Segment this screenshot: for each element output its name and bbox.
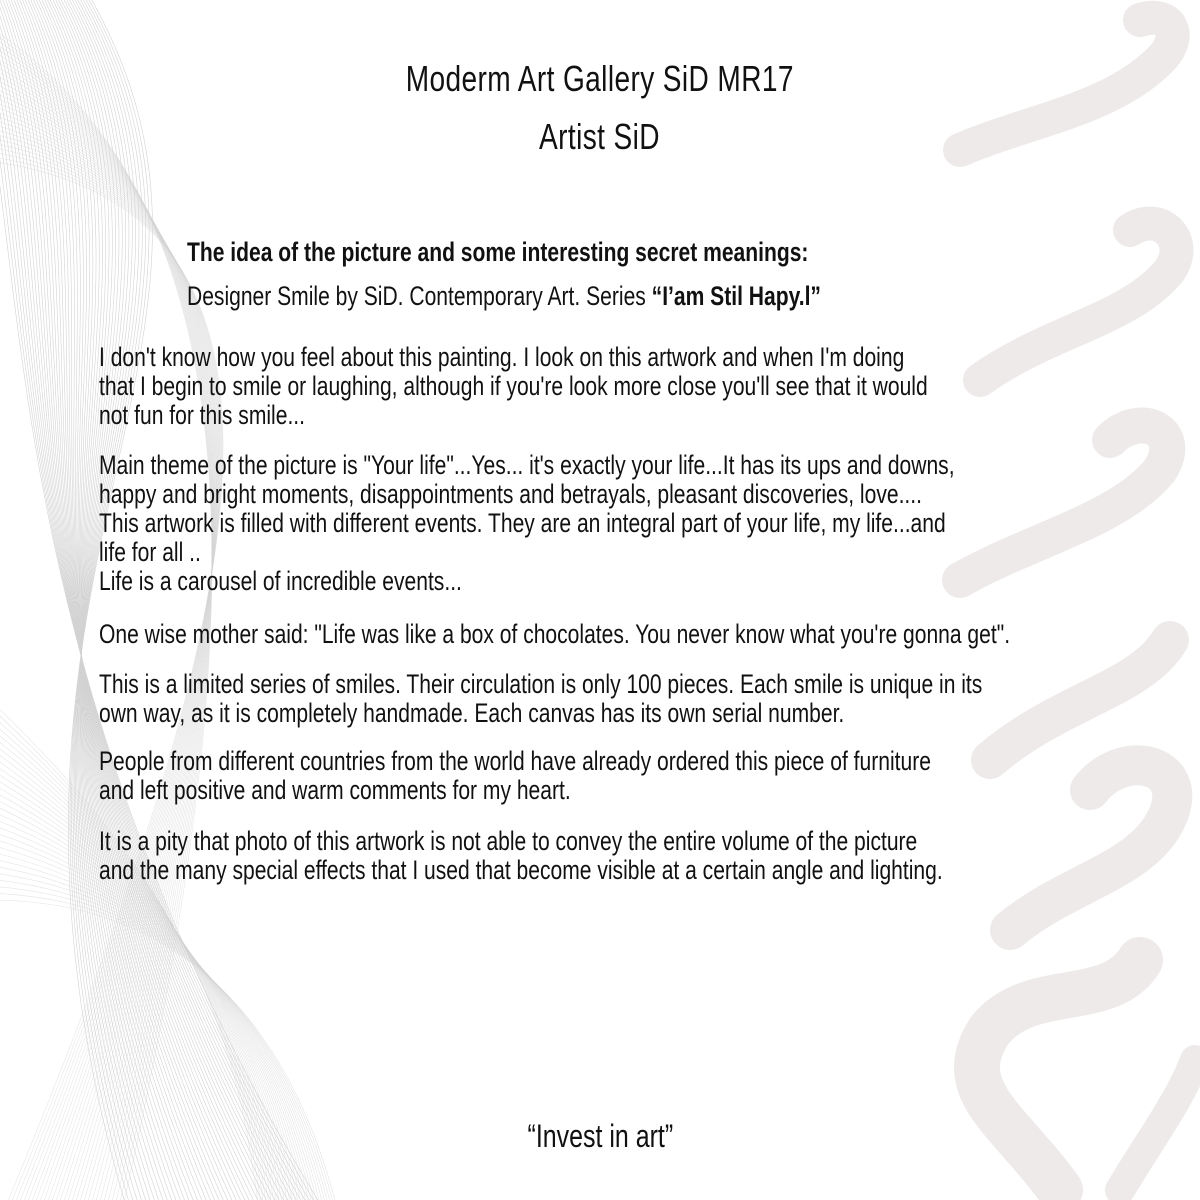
page-title	[0, 58, 1200, 100]
paragraph-5	[99, 747, 931, 805]
text-line: life for all ..	[99, 537, 201, 567]
text-line: This artwork is filled with different events. They are an integral part of your life, my life...and	[99, 508, 946, 538]
series-line	[187, 281, 821, 312]
footer-slogan	[0, 1118, 1200, 1155]
slogan-text: “Invest in art”	[527, 1118, 673, 1154]
paragraph-3	[99, 620, 1010, 649]
text-line: People from different countries from the world have already ordered this piece of furniture	[99, 746, 931, 776]
text-line: Life is a carousel of incredible events...	[99, 566, 462, 596]
paragraph-2	[99, 451, 955, 596]
artist-name: Artist SiD	[539, 116, 661, 157]
text-line: This is a limited series of smiles. Their circulation is only 100 pieces. Each smile is unique in its	[99, 669, 983, 699]
text-line: not fun for this smile...	[99, 400, 306, 430]
text-line: It is a pity that photo of this artwork is not able to convey the entire volume of the picture	[99, 826, 918, 856]
gallery-title: Moderm Art Gallery SiD MR17	[405, 58, 795, 99]
paragraph-6	[99, 827, 943, 885]
text-line: Main theme of the picture is "Your life"...Yes... it's exactly your life...It has its ups and downs,	[99, 450, 955, 480]
artist-line	[0, 116, 1200, 158]
text-line: happy and bright moments, disappointments and betrayals, pleasant discoveries, love....	[99, 479, 922, 509]
series-prefix: Designer Smile by SiD. Contemporary Art. Series	[187, 281, 652, 311]
paragraph-1	[99, 343, 928, 430]
text-line: and left positive and warm comments for my heart.	[99, 775, 571, 805]
series-name: “I’am Stil Hapy.l”	[651, 281, 821, 311]
text-line: that I begin to smile or laughing, although if you're look more close you'll see that it would	[99, 371, 928, 401]
text-line: and the many special effects that I used that become visible at a certain angle and lighting.	[99, 855, 943, 885]
text-line: I don't know how you feel about this painting. I look on this artwork and when I'm doing	[99, 342, 905, 372]
text-line: own way, as it is completely handmade. Each canvas has its own serial number.	[99, 698, 845, 728]
paragraph-4	[99, 670, 982, 728]
text-line: One wise mother said: "Life was like a box of chocolates. You never know what you're gonna get".	[99, 619, 1011, 649]
intro-heading: The idea of the picture and some interesting secret meanings:	[187, 237, 809, 267]
